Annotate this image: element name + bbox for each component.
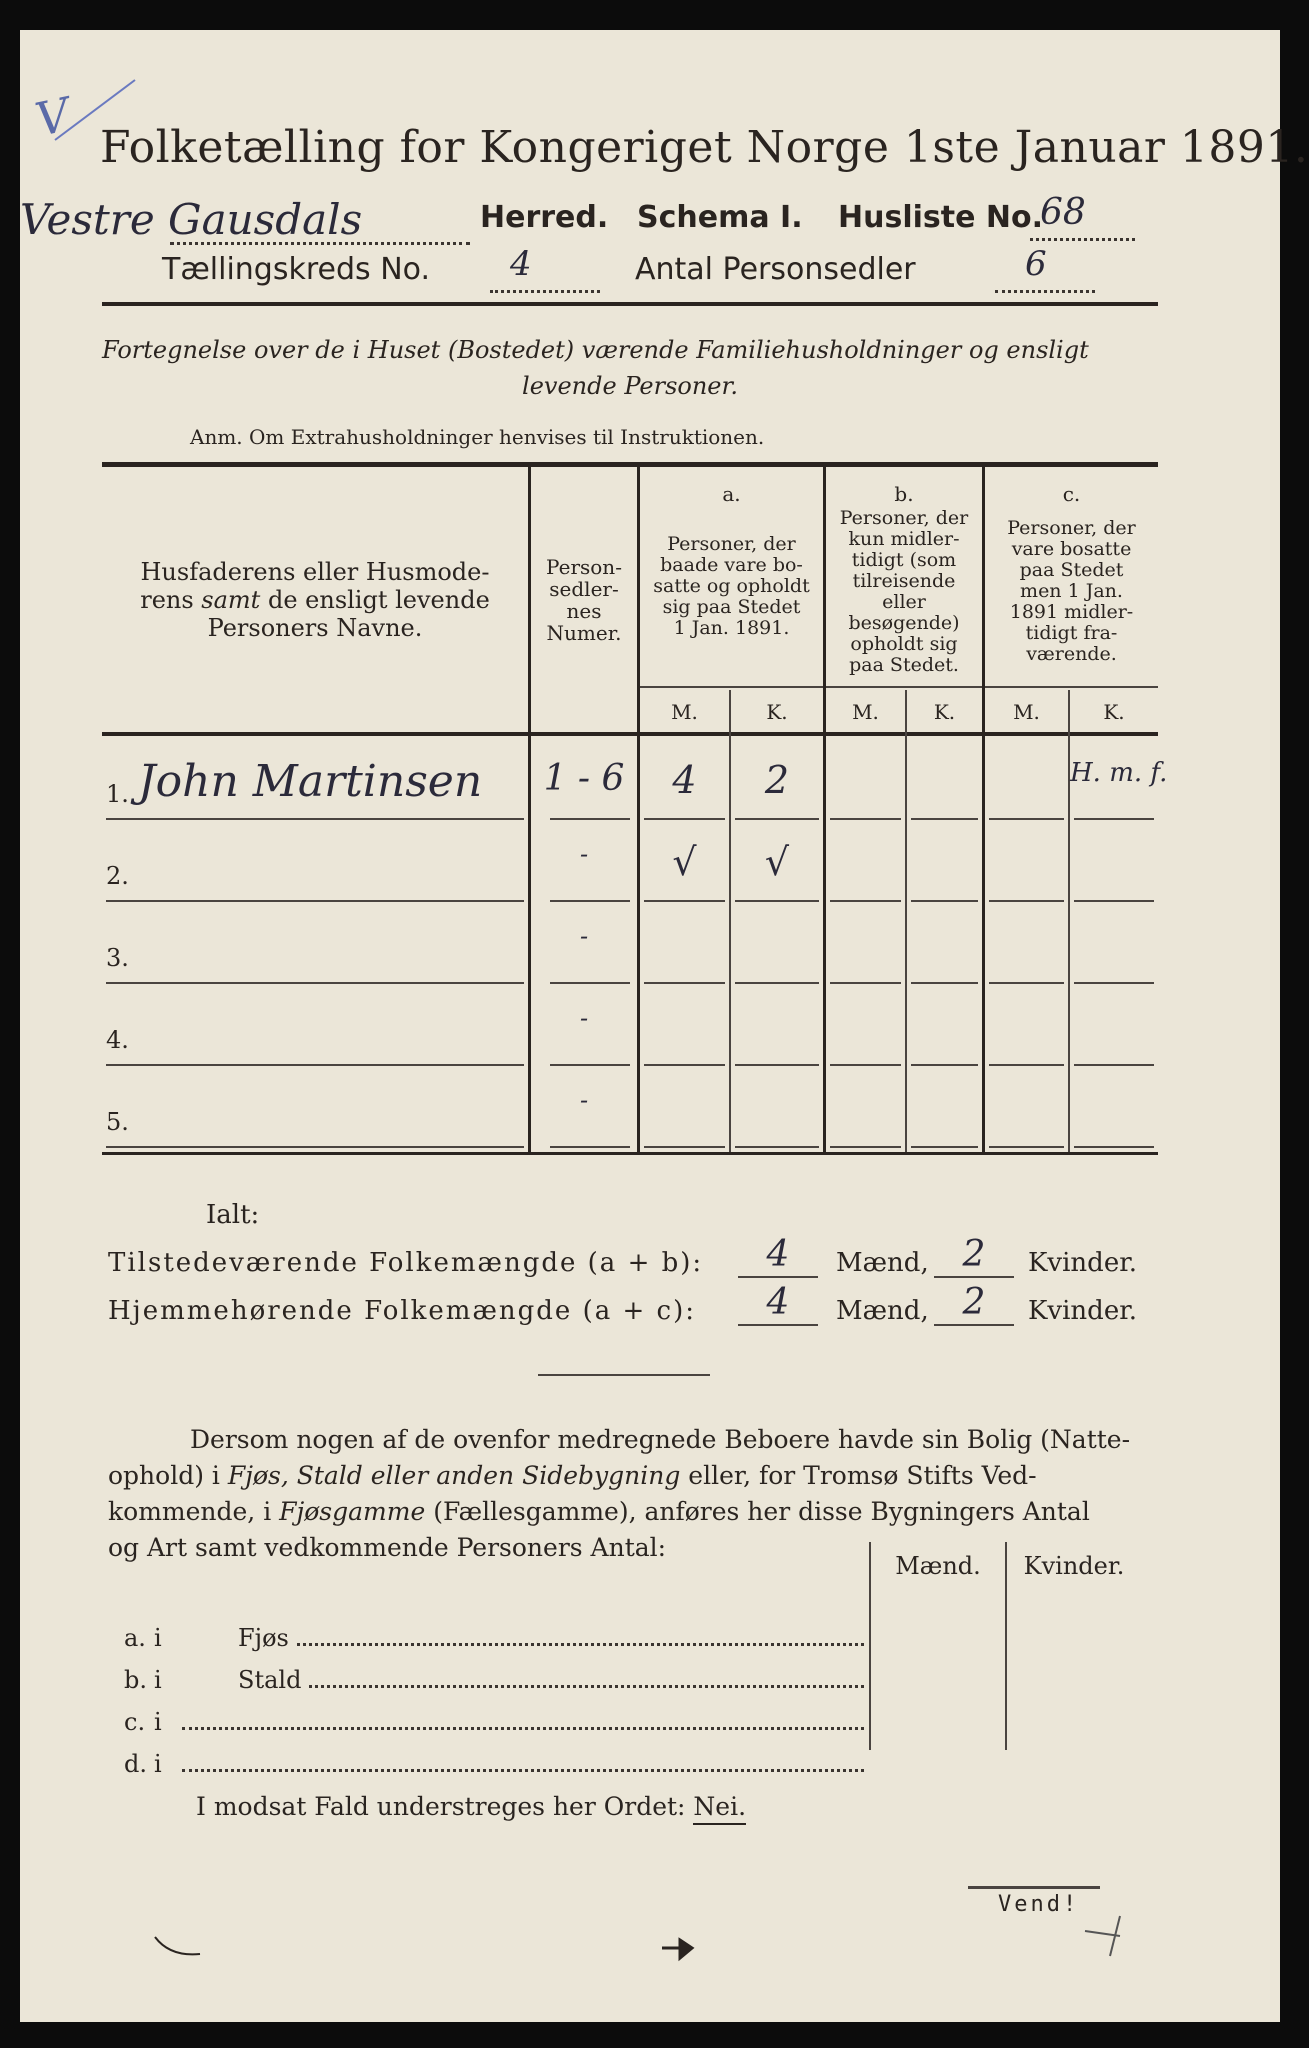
row-rule-bk: [911, 900, 978, 902]
total-line-1-women-rule: [934, 1276, 1014, 1278]
row-number: 1.: [106, 780, 129, 808]
row-rule-num: [550, 1146, 630, 1148]
para-line-3b: Fjøsgamme: [279, 1497, 426, 1526]
col-b-l1: Personer, der: [839, 507, 969, 529]
col-a-m-label: M.: [671, 700, 698, 724]
row-rule-ck: [1074, 1064, 1154, 1066]
total-line-1-women: 2: [962, 1234, 986, 1275]
col-header-names-l2c: de ensligt levende: [260, 586, 490, 614]
husliste-dotline: [1030, 238, 1135, 241]
row-rule-ak: [735, 1064, 819, 1066]
col-b-letter: b.: [894, 482, 914, 506]
col-c-l2: vare bosatte: [1011, 538, 1132, 560]
col-c-l6: tidigt fra-: [1025, 622, 1118, 644]
col-b-l8: paa Stedet.: [849, 654, 959, 676]
col-c-letter: c.: [1062, 482, 1081, 506]
para-line-3c: (Fællesgamme), anføres her disse Bygningers Antal: [425, 1497, 1090, 1526]
row-rule-names: [106, 818, 524, 820]
para-line-4: og Art samt vedkommende Personers Antal:: [108, 1533, 667, 1562]
vend-rule: [968, 1886, 1100, 1889]
outbuildings-col-kvinder: Kvinder.: [1023, 1552, 1125, 1580]
row-rule-ck: [1074, 982, 1154, 984]
row-am-count: 4: [672, 758, 697, 802]
row-ak-count: √: [764, 840, 790, 884]
row-rule-cm: [989, 1146, 1064, 1148]
col-header-a: [640, 534, 823, 639]
col-a-l4: sig paa Stedet: [662, 596, 801, 618]
col-divider-b-mk: [905, 690, 907, 1152]
col-c-m-label: M.: [1013, 700, 1040, 724]
para-line-2a: ophold) i: [108, 1461, 228, 1490]
para-line-2: [108, 1458, 1158, 1494]
modsat-text: I modsat Fald understreges her Ordet:: [196, 1792, 686, 1821]
outbuilding-row: [124, 1660, 864, 1694]
row-rule-bm: [830, 982, 901, 984]
col-header-names-l3: Personers Navne.: [207, 614, 423, 642]
row-rule-ck: [1074, 900, 1154, 902]
outbuildings-col-maend: Mænd.: [895, 1552, 981, 1580]
outbuilding-type: Stald: [238, 1666, 302, 1694]
col-a-l3: satte og opholdt: [653, 575, 810, 597]
corner-mark-icon: [1080, 1906, 1140, 1966]
outbuilding-letter: b.: [124, 1666, 147, 1694]
schema-label: Schema I.: [637, 200, 803, 235]
total-line-1-label: Tilstedeværende Folkemængde (a + b):: [108, 1248, 704, 1278]
row-rule-ak: [735, 900, 819, 902]
total-line-2-women-rule: [934, 1324, 1014, 1326]
outbuilding-type: Fjøs: [238, 1624, 289, 1652]
outbuilding-dotline: [309, 1685, 864, 1688]
total-line-2-men: 4: [766, 1282, 790, 1323]
col-header-names-l2b: samt: [201, 586, 261, 614]
row-rule-bm: [830, 900, 901, 902]
outbuilding-dotline: [182, 1769, 864, 1772]
col-b-l4: tilreisende: [852, 570, 956, 592]
total-line-2-kvinder: Kvinder.: [1028, 1296, 1138, 1326]
col-b-l2: kun midler-: [848, 528, 960, 550]
row-rule-am: [644, 1146, 725, 1148]
col-header-num-l2: sedler-: [549, 577, 619, 601]
form-title: Folketælling for Kongeriget Norge 1ste Januar 1891.: [100, 122, 1309, 173]
row-person-numbers: -: [579, 1086, 589, 1114]
intro-line-2: levende Personer.: [522, 372, 738, 400]
outbuilding-row: [124, 1702, 864, 1736]
row-rule-names: [106, 982, 524, 984]
subheader-rule-a: [640, 686, 823, 688]
intro-line-1: Fortegnelse over de i Huset (Bostedet) værende Familiehusholdninger og ensligt: [102, 336, 1089, 364]
row-rule-am: [644, 818, 725, 820]
outbuilding-letter: d.: [124, 1750, 147, 1778]
col-b-m-label: M.: [852, 700, 879, 724]
para-line-3: [108, 1494, 1158, 1530]
col-header-num-l4: Numer.: [546, 621, 622, 645]
outbuildings-paragraph: [108, 1422, 1158, 1566]
header-rule: [102, 302, 1158, 306]
row-name: John Martinsen: [138, 756, 483, 807]
col-header-num: [531, 556, 637, 644]
row-number: 2.: [106, 862, 129, 890]
col-c-l3: paa Stedet: [1019, 559, 1124, 581]
col-header-c: [985, 518, 1158, 665]
row-rule-bm: [830, 818, 901, 820]
row-rule-cm: [989, 1064, 1064, 1066]
table-bottom-rule: [102, 1152, 1158, 1155]
row-number: 3.: [106, 944, 129, 972]
col-b-l3: tidigt (som: [851, 549, 957, 571]
husliste-value: 68: [1040, 192, 1086, 233]
outbuilding-row: [124, 1744, 864, 1778]
total-line-2-men-rule: [738, 1324, 818, 1326]
row-person-numbers: -: [579, 1004, 589, 1032]
antal-label: Antal Personsedler: [635, 252, 916, 287]
row-number: 4.: [106, 1026, 129, 1054]
row-rule-ak: [735, 982, 819, 984]
col-a-l2: baade vare bo-: [660, 554, 803, 576]
row-rule-bm: [830, 1064, 901, 1066]
col-c-l7: værende.: [1026, 643, 1117, 665]
vend-label: Vend!: [998, 1892, 1080, 1917]
row-rule-ak: [735, 1146, 819, 1148]
col-header-names-l2a: rens: [140, 586, 202, 614]
col-c-k-label: K.: [1103, 700, 1125, 724]
outbuilding-i: i: [154, 1750, 162, 1778]
herred-dotline: [170, 242, 470, 245]
col-header-b: [826, 508, 982, 676]
col-header-num-l1: Person-: [546, 555, 622, 579]
para-line-1: Dersom nogen af de ovenfor medregnede Beboere havde sin Bolig (Natte-: [190, 1425, 1131, 1454]
total-line-2: [108, 1296, 696, 1326]
antal-value: 6: [1025, 244, 1047, 284]
col-a-l5: 1 Jan. 1891.: [673, 617, 790, 639]
anm-note: Anm. Om Extrahusholdninger henvises til Instruktionen.: [190, 425, 765, 449]
row-rule-cm: [989, 818, 1064, 820]
row-rule-am: [644, 1064, 725, 1066]
row-rule-bk: [911, 1064, 978, 1066]
outbuildings-divider-1: [869, 1542, 871, 1750]
col-a-letter: a.: [722, 482, 741, 506]
subheader-rule-b: [826, 686, 982, 688]
arrow-mark-icon: [660, 1934, 700, 1964]
row-rule-num: [550, 900, 630, 902]
row-ak-count: 2: [764, 758, 790, 802]
outbuilding-letter: a.: [124, 1624, 146, 1652]
col-header-num-l3: nes: [566, 599, 602, 623]
herred-label: Herred.: [480, 200, 609, 235]
row-rule-ck: [1074, 1146, 1154, 1148]
total-line-1-men: 4: [766, 1234, 790, 1275]
row-rule-bk: [911, 818, 978, 820]
col-b-l7: opholdt sig: [850, 633, 958, 655]
outbuilding-dotline: [297, 1643, 864, 1646]
row-person-numbers: -: [579, 922, 589, 950]
row-ck-count: H. m. f.: [1070, 758, 1168, 788]
row-rule-cm: [989, 982, 1064, 984]
row-rule-bk: [911, 982, 978, 984]
col-header-names-l1: Husfaderens eller Husmode-: [140, 558, 490, 586]
outbuilding-dotline: [182, 1727, 864, 1730]
kreds-value: 4: [510, 244, 532, 284]
col-b-l5: eller: [882, 591, 926, 613]
col-header-names: [106, 558, 524, 642]
row-rule-num: [550, 818, 630, 820]
ink-mark-icon: [150, 1932, 210, 1962]
row-rule-names: [106, 1064, 524, 1066]
kreds-label: Tællingskreds No.: [162, 252, 430, 287]
margin-check-mark: V: [30, 87, 75, 147]
total-line-2-women: 2: [962, 1282, 986, 1323]
row-rule-bk: [911, 1146, 978, 1148]
antal-dotline: [995, 290, 1095, 293]
para-line-2b: Fjøs, Stald eller anden Sidebygning: [227, 1461, 681, 1490]
table-header-bottom-rule: [102, 732, 1158, 736]
ialt-label: Ialt:: [206, 1200, 260, 1230]
row-rule-num: [550, 982, 630, 984]
row-rule-ak: [735, 818, 819, 820]
col-c-l1: Personer, der: [1007, 517, 1136, 539]
col-c-l5: 1891 midler-: [1009, 601, 1134, 623]
row-am-count: √: [672, 840, 697, 884]
row-rule-bm: [830, 1146, 901, 1148]
row-person-numbers: -: [579, 840, 589, 868]
col-a-k-label: K.: [766, 700, 788, 724]
outbuilding-letter: c.: [124, 1708, 146, 1736]
table-top-rule: [102, 462, 1158, 467]
nei-word: Nei.: [693, 1792, 746, 1825]
row-rule-num: [550, 1064, 630, 1066]
husliste-label: Husliste No.: [838, 200, 1043, 235]
short-divider: [538, 1374, 710, 1376]
col-c-l4: men 1 Jan.: [1020, 580, 1123, 602]
col-b-l6: besøgende): [848, 612, 960, 634]
total-line-1-men-rule: [738, 1276, 818, 1278]
outbuilding-row: [124, 1618, 864, 1652]
outbuildings-divider-2: [1005, 1542, 1007, 1750]
modsat-line: [196, 1792, 746, 1821]
row-rule-ck: [1074, 818, 1154, 820]
row-number: 5.: [106, 1108, 129, 1136]
outbuilding-i: i: [154, 1624, 162, 1652]
para-line-2c: eller, for Tromsø Stifts Ved-: [680, 1461, 1037, 1490]
total-line-1: [108, 1248, 703, 1278]
row-rule-am: [644, 900, 725, 902]
col-a-l1: Personer, der: [667, 533, 796, 555]
para-line-3a: kommende, i: [108, 1497, 280, 1526]
col-header-names-l2: [106, 586, 524, 614]
outbuilding-i: i: [154, 1708, 162, 1736]
row-rule-names: [106, 900, 524, 902]
total-line-2-maend: Mænd,: [836, 1296, 929, 1326]
outbuilding-i: i: [154, 1666, 162, 1694]
total-line-1-kvinder: Kvinder.: [1028, 1248, 1138, 1278]
row-rule-am: [644, 982, 725, 984]
row-rule-cm: [989, 900, 1064, 902]
col-b-k-label: K.: [933, 700, 956, 724]
census-form-page: [20, 30, 1309, 2022]
herred-handwritten: Vestre Gausdals: [20, 195, 363, 244]
kreds-dotline: [490, 290, 600, 293]
total-line-2-label: Hjemmehørende Folkemængde (a + c):: [108, 1296, 696, 1326]
total-line-1-maend: Mænd,: [836, 1248, 929, 1278]
row-rule-names: [106, 1146, 524, 1148]
row-person-numbers: 1 - 6: [543, 758, 625, 799]
subheader-rule-c: [985, 686, 1158, 688]
